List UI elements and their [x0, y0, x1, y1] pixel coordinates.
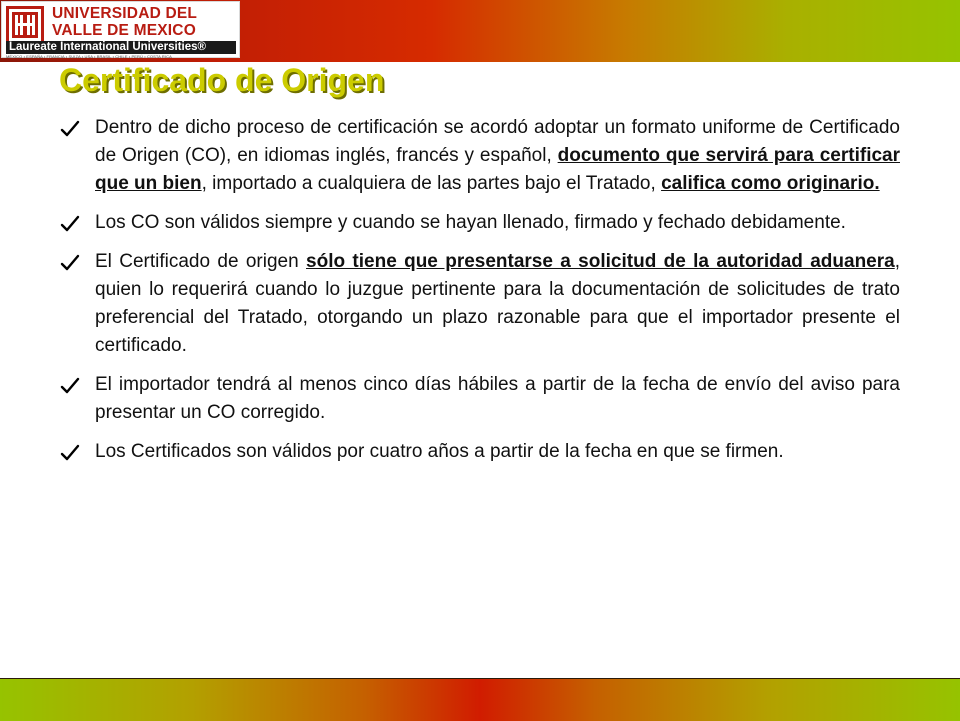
- bullet-text: El importador tendrá al menos cinco días hábiles a partir de la fecha de envío del aviso para presentar un CO corregido.: [95, 374, 900, 423]
- bullet-text: Los Certificados son válidos por cuatro años a partir de la fecha en que se firmen.: [95, 441, 784, 462]
- emphasis-text: califica como originario.: [661, 173, 880, 194]
- checkmark-icon: [60, 443, 80, 463]
- bullet-item: [60, 114, 900, 198]
- checkmark-icon: [60, 214, 80, 234]
- bullet-text: Dentro de dicho proceso de certificación se acordó adoptar un formato uniforme de Certificado de Origen (CO), en idiomas inglés, francés y español,: [95, 117, 900, 166]
- bullet-item: [60, 438, 900, 466]
- bullet-item: [60, 209, 900, 237]
- university-seal-icon: [6, 6, 44, 44]
- bullet-text: Los CO son válidos siempre y cuando se hayan llenado, firmado y fechado debidamente.: [95, 212, 846, 233]
- bullet-item: [60, 371, 900, 427]
- emphasis-text: documento que servirá para certificar que un bien: [95, 145, 900, 194]
- logo-countries: MÉXICO • ESPAÑA • FRANCIA • SUIZA • USA • BRASIL • CHILE • PERÚ • COSTA RICA: [6, 54, 172, 59]
- bullet-text: El Certificado de origen: [95, 251, 307, 272]
- bullet-text: , importado a cualquiera de las partes bajo el Tratado,: [201, 173, 662, 194]
- checkmark-icon: [60, 376, 80, 396]
- bullet-text: , quien lo requerirá cuando lo juzgue pertinente para la documentación de solicitudes de trato preferencial del Tratado, otorgando un plazo razonable para que el importador presente el certificado.: [95, 251, 900, 356]
- checkmark-icon: [60, 119, 80, 139]
- bullet-item: [60, 248, 900, 360]
- emphasis-text: sólo tiene que presentarse a solicitud de la autoridad aduanera: [306, 251, 895, 272]
- checkmark-icon: [60, 253, 80, 273]
- logo-line-1: UNIVERSIDAD DEL: [52, 5, 198, 22]
- logo-line-2: VALLE DE MEXICO: [52, 22, 196, 39]
- slide-title: Certificado de Origen: [59, 62, 385, 98]
- bottom-banner: [0, 678, 960, 721]
- logo-tagline: Laureate International Universities®: [6, 41, 236, 54]
- bullet-list: [60, 114, 900, 477]
- university-logo: [1, 1, 240, 58]
